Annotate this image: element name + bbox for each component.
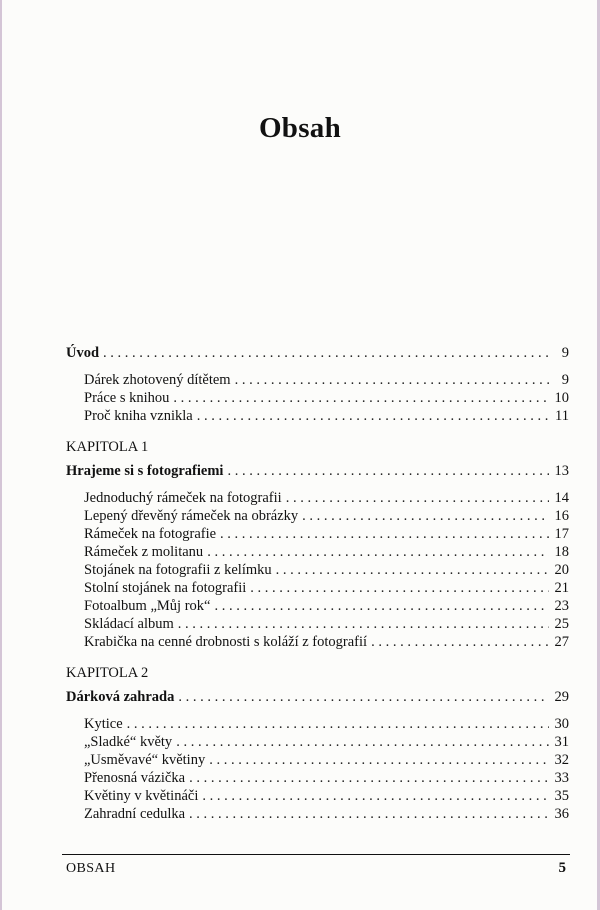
toc-entry[interactable] <box>66 787 569 805</box>
toc-entry-page: 17 <box>554 526 569 542</box>
toc-entry-label: Květiny v květináči <box>84 788 199 804</box>
dot-leader <box>209 751 549 769</box>
toc-entry[interactable] <box>66 489 569 507</box>
toc-entry-page: 36 <box>554 806 569 822</box>
toc-entry-page: 18 <box>554 544 569 560</box>
toc-entry-label: Úvod <box>66 345 100 361</box>
toc-entry[interactable] <box>66 751 569 769</box>
toc-entry-label: Rámeček z molitanu <box>84 544 204 560</box>
toc-entry-page: 14 <box>554 490 569 506</box>
toc-entry[interactable] <box>66 633 569 651</box>
toc-entry-label: Proč kniha vznikla <box>84 408 193 424</box>
toc-entry[interactable] <box>66 389 569 407</box>
toc-entry-label: Rámeček na fotografie <box>84 526 217 542</box>
footer-rule <box>62 854 570 855</box>
dot-leader <box>286 489 549 507</box>
dot-leader <box>235 371 549 389</box>
toc-entry[interactable] <box>66 715 569 733</box>
toc-entry-page: 31 <box>554 734 569 750</box>
toc-entry-label: Práce s knihou <box>84 390 170 406</box>
toc-entry[interactable] <box>66 561 569 579</box>
toc-entry-label: Lepený dřevěný rámeček na obrázky <box>84 508 299 524</box>
toc-entry-page: 16 <box>554 508 569 524</box>
toc-entry-label: Dárková zahrada <box>66 689 175 705</box>
dot-leader <box>276 561 549 579</box>
toc-entry-page: 11 <box>555 408 569 424</box>
toc-entry-label: Kytice <box>84 716 123 732</box>
dot-leader <box>214 597 549 615</box>
toc-entry-label: Zahradní cedulka <box>84 806 186 822</box>
toc-entry[interactable] <box>66 579 569 597</box>
toc-entry[interactable] <box>66 769 569 787</box>
dot-leader <box>302 507 549 525</box>
toc-entry-label: Stolní stojánek na fotografii <box>84 580 247 596</box>
toc-entry-label: Stojánek na fotografii z kelímku <box>84 562 272 578</box>
toc-entry-label: Přenosná vázička <box>84 770 186 786</box>
toc-entry-label: Skládací album <box>84 616 174 632</box>
toc-entry[interactable] <box>66 525 569 543</box>
toc-entry[interactable] <box>66 371 569 389</box>
dot-leader <box>189 805 549 823</box>
toc-entry-page: 27 <box>554 634 569 650</box>
toc-entry-page: 13 <box>554 463 569 479</box>
toc-entry-label: „Sladké“ květy <box>84 734 173 750</box>
toc-entry[interactable] <box>66 597 569 615</box>
toc-entry[interactable] <box>66 805 569 823</box>
dot-leader <box>176 733 549 751</box>
toc-entry-page: 29 <box>554 689 569 705</box>
toc-entry-page: 33 <box>554 770 569 786</box>
toc-entry[interactable] <box>66 615 569 633</box>
dot-leader <box>127 715 549 733</box>
toc-entry-page: 32 <box>554 752 569 768</box>
dot-leader <box>103 344 549 362</box>
dot-leader <box>227 462 549 480</box>
toc-entry[interactable] <box>66 543 569 561</box>
toc-entry-page: 20 <box>554 562 569 578</box>
dot-leader <box>250 579 549 597</box>
toc-entry-page: 23 <box>554 598 569 614</box>
dot-leader <box>178 615 549 633</box>
chapter-label: KAPITOLA 2 <box>66 665 149 681</box>
toc-section-chapter1[interactable] <box>66 462 569 480</box>
dot-leader <box>371 633 549 651</box>
dot-leader <box>178 688 549 706</box>
toc-entry-label: Fotoalbum „Můj rok“ <box>84 598 211 614</box>
toc-entry-label: Dárek zhotovený dítětem <box>84 372 231 388</box>
toc-entry-label: Jednoduchý rámeček na fotografii <box>84 490 282 506</box>
dot-leader <box>202 787 549 805</box>
table-of-contents <box>66 344 569 823</box>
dot-leader <box>220 525 549 543</box>
toc-entry[interactable] <box>66 733 569 751</box>
dot-leader <box>207 543 549 561</box>
toc-entry-page: 9 <box>561 345 569 361</box>
toc-entry-label: „Usměvavé“ květiny <box>84 752 206 768</box>
page-title: Obsah <box>258 112 342 144</box>
dot-leader <box>173 389 549 407</box>
toc-entry[interactable] <box>66 407 569 425</box>
toc-entry[interactable] <box>66 507 569 525</box>
toc-entry-page: 35 <box>554 788 569 804</box>
footer-section-label: OBSAH <box>66 861 116 876</box>
toc-section-intro[interactable] <box>66 344 569 362</box>
toc-section-chapter2[interactable] <box>66 688 569 706</box>
toc-entry-page: 21 <box>554 580 569 596</box>
dot-leader <box>189 769 549 787</box>
toc-entry-page: 25 <box>554 616 569 632</box>
toc-entry-page: 9 <box>561 372 569 388</box>
toc-entry-label: Hrajeme si s fotografiemi <box>66 463 224 479</box>
toc-entry-page: 10 <box>554 390 569 406</box>
chapter-label: KAPITOLA 1 <box>66 439 149 455</box>
toc-entry-label: Krabička na cenné drobnosti s koláží z fotografií <box>84 634 368 650</box>
toc-entry-page: 30 <box>554 716 569 732</box>
dot-leader <box>197 407 549 425</box>
footer-page-number: 5 <box>558 860 566 876</box>
